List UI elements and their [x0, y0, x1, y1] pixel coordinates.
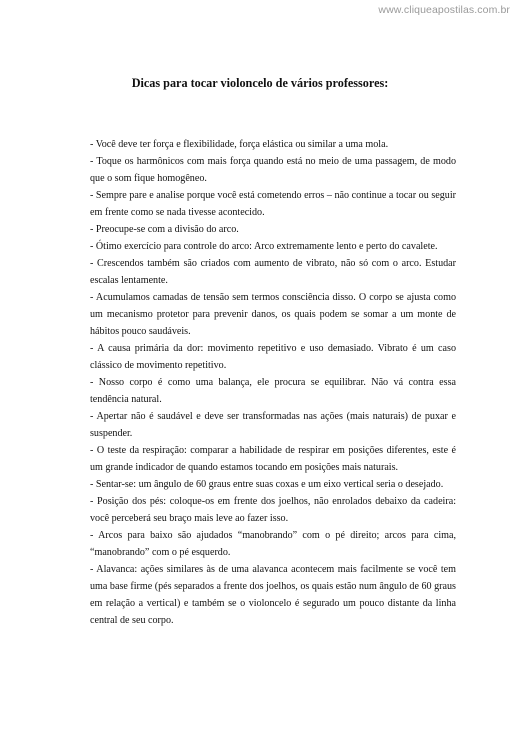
list-item: - Nosso corpo é como uma balança, ele procura se equilibrar. Não vá contra essa tendência natural.	[90, 377, 456, 405]
list-item: - Você deve ter força e flexibilidade, força elástica ou similar a uma mola.	[90, 139, 389, 150]
tips-list	[90, 136, 456, 629]
list-item: - Posição dos pés: coloque-os em frente dos joelhos, não enrolados debaixo da cadeira: você perceberá seu braço mais leve ao fazer isso.	[90, 496, 456, 524]
list-item: - Alavanca: ações similares às de uma alavanca acontecem mais facilmente se você tem uma base firme (pés separados a frente dos joelhos, os quais estão num ângulo de 60 graus em relação a vertical) e também se o violoncelo é segurado um pouco distante da linha central de seu corpo.	[90, 564, 456, 626]
list-item: - Acumulamos camadas de tensão sem termos consciência disso. O corpo se ajusta como um mecanismo protetor para prevenir danos, os quais podem se somar a um monte de hábitos pouco saudáveis.	[90, 292, 456, 337]
document-title: Dicas para tocar violoncelo de vários professores:	[131, 76, 389, 90]
list-item: - Arcos para baixo são ajudados “manobrando” com o pé direito; arcos para cima, “manobrando” com o pé esquerdo.	[90, 530, 456, 558]
list-item: - Crescendos também são criados com aumento de vibrato, não só com o arco. Estudar escalas lentamente.	[90, 258, 456, 286]
list-item: - A causa primária da dor: movimento repetitivo e uso demasiado. Vibrato é um caso clássico de movimento repetitivo.	[90, 343, 456, 371]
list-item: - Sentar-se: um ângulo de 60 graus entre suas coxas e um eixo vertical seria o desejado.	[90, 479, 444, 490]
site-url: www.cliqueapostilas.com.br	[378, 4, 510, 16]
list-item: - Preocupe-se com a divisão do arco.	[90, 224, 239, 235]
list-item: - Toque os harmônicos com mais força quando está no meio de uma passagem, de modo que o som fique homogêneo.	[90, 156, 456, 184]
list-item: - Apertar não é saudável e deve ser transformadas nas ações (mais naturais) de puxar e suspender.	[90, 411, 456, 439]
list-item: - Ótimo exercício para controle do arco: Arco extremamente lento e perto do cavalete.	[90, 241, 438, 252]
list-item: - O teste da respiração: comparar a habilidade de respirar em posições diferentes, este é um grande indicador de quando estamos tocando em posições mais naturais.	[90, 445, 456, 473]
list-item: - Sempre pare e analise porque você está cometendo erros – não continue a tocar ou seguir em frente como se nada tivesse acontecido.	[90, 190, 456, 218]
